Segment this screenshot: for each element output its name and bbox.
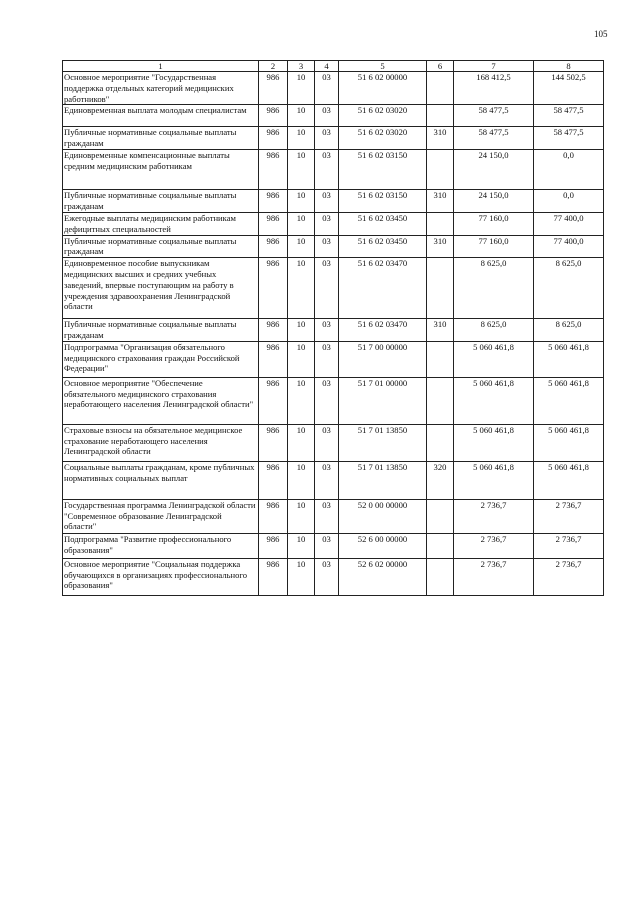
- budget-table: [62, 60, 604, 596]
- cell-subsection: 03: [315, 72, 339, 105]
- cell-amount-2: 2 736,7: [534, 499, 604, 533]
- cell-section: 10: [288, 149, 315, 189]
- cell-target-article: 51 6 02 03450: [339, 235, 427, 258]
- cell-amount-1: 8 625,0: [454, 258, 534, 319]
- cell-target-article: 52 6 00 00000: [339, 533, 427, 558]
- cell-subsection: 03: [315, 499, 339, 533]
- row-name: Ежегодные выплаты медицинским работникам дефицитных специальностей: [63, 212, 259, 235]
- cell-amount-2: 0,0: [534, 189, 604, 212]
- cell-subsection: 03: [315, 149, 339, 189]
- row-name: Публичные нормативные социальные выплаты гражданам: [63, 127, 259, 150]
- cell-amount-1: 168 412,5: [454, 72, 534, 105]
- cell-section: 10: [288, 533, 315, 558]
- cell-subsection: 03: [315, 258, 339, 319]
- cell-code: 986: [259, 533, 288, 558]
- column-header: 3: [288, 61, 315, 72]
- table-row: [63, 235, 604, 258]
- cell-code: 986: [259, 461, 288, 499]
- cell-amount-1: 8 625,0: [454, 319, 534, 342]
- cell-target-article: 52 6 02 00000: [339, 558, 427, 595]
- cell-amount-2: 8 625,0: [534, 258, 604, 319]
- row-name: Единовременные компенсационные выплаты средним медицинским работникам: [63, 149, 259, 189]
- cell-amount-2: 0,0: [534, 149, 604, 189]
- row-name: Единовременное пособие выпускникам медицинских высших и средних учебных заведений, впервые поступающим на работу в учреждения здравоохранения Ленинградской области: [63, 258, 259, 319]
- cell-expense-type: [427, 72, 454, 105]
- cell-expense-type: 310: [427, 235, 454, 258]
- table-row: [63, 105, 604, 127]
- cell-target-article: 51 6 02 03150: [339, 189, 427, 212]
- row-name: Подпрограмма "Развитие профессионального образования": [63, 533, 259, 558]
- cell-expense-type: [427, 558, 454, 595]
- cell-target-article: 51 7 01 13850: [339, 461, 427, 499]
- cell-amount-2: 77 400,0: [534, 212, 604, 235]
- cell-amount-2: 2 736,7: [534, 558, 604, 595]
- cell-subsection: 03: [315, 319, 339, 342]
- cell-amount-2: 5 060 461,8: [534, 341, 604, 377]
- row-name: Единовременная выплата молодым специалистам: [63, 105, 259, 127]
- table-row: [63, 258, 604, 319]
- cell-amount-1: 2 736,7: [454, 533, 534, 558]
- cell-amount-1: 77 160,0: [454, 235, 534, 258]
- row-name: Основное мероприятие "Государственная поддержка отдельных категорий медицинских работников": [63, 72, 259, 105]
- cell-code: 986: [259, 149, 288, 189]
- cell-section: 10: [288, 424, 315, 461]
- cell-amount-2: 77 400,0: [534, 235, 604, 258]
- cell-section: 10: [288, 235, 315, 258]
- cell-code: 986: [259, 189, 288, 212]
- table-row: [63, 424, 604, 461]
- table-row: [63, 149, 604, 189]
- cell-amount-1: 2 736,7: [454, 558, 534, 595]
- column-header: 7: [454, 61, 534, 72]
- cell-expense-type: [427, 258, 454, 319]
- cell-target-article: 51 6 02 03020: [339, 105, 427, 127]
- cell-section: 10: [288, 258, 315, 319]
- cell-target-article: 51 6 02 03450: [339, 212, 427, 235]
- table-row: [63, 341, 604, 377]
- table-row: [63, 499, 604, 533]
- cell-amount-2: 2 736,7: [534, 533, 604, 558]
- cell-subsection: 03: [315, 558, 339, 595]
- cell-code: 986: [259, 127, 288, 150]
- cell-section: 10: [288, 189, 315, 212]
- header-row: [63, 61, 604, 72]
- column-header: 6: [427, 61, 454, 72]
- row-name: Социальные выплаты гражданам, кроме публичных нормативных социальных выплат: [63, 461, 259, 499]
- row-name: Страховые взносы на обязательное медицинское страхование неработающего населения Ленинградской области: [63, 424, 259, 461]
- table-row: [63, 127, 604, 150]
- cell-amount-1: 5 060 461,8: [454, 424, 534, 461]
- cell-subsection: 03: [315, 341, 339, 377]
- cell-subsection: 03: [315, 105, 339, 127]
- cell-section: 10: [288, 341, 315, 377]
- column-header: 8: [534, 61, 604, 72]
- cell-code: 986: [259, 105, 288, 127]
- row-name: Основное мероприятие "Социальная поддержка обучающихся в организациях профессионального образования": [63, 558, 259, 595]
- cell-subsection: 03: [315, 424, 339, 461]
- column-header: 5: [339, 61, 427, 72]
- column-header: 1: [63, 61, 259, 72]
- cell-subsection: 03: [315, 235, 339, 258]
- cell-amount-1: 58 477,5: [454, 105, 534, 127]
- cell-amount-2: 5 060 461,8: [534, 461, 604, 499]
- cell-amount-2: 58 477,5: [534, 105, 604, 127]
- cell-code: 986: [259, 235, 288, 258]
- cell-expense-type: [427, 499, 454, 533]
- cell-subsection: 03: [315, 461, 339, 499]
- table-row: [63, 72, 604, 105]
- row-name: Публичные нормативные социальные выплаты гражданам: [63, 319, 259, 342]
- cell-section: 10: [288, 499, 315, 533]
- cell-code: 986: [259, 377, 288, 424]
- cell-amount-2: 5 060 461,8: [534, 377, 604, 424]
- page-number: 105: [594, 29, 608, 39]
- cell-code: 986: [259, 319, 288, 342]
- cell-expense-type: 310: [427, 319, 454, 342]
- cell-expense-type: [427, 533, 454, 558]
- cell-target-article: 51 7 01 13850: [339, 424, 427, 461]
- cell-target-article: 51 6 02 00000: [339, 72, 427, 105]
- row-name: Публичные нормативные социальные выплаты гражданам: [63, 189, 259, 212]
- row-name: Подпрограмма "Организация обязательного медицинского страхования граждан Российской Федерации": [63, 341, 259, 377]
- cell-section: 10: [288, 127, 315, 150]
- cell-expense-type: 310: [427, 189, 454, 212]
- table-row: [63, 558, 604, 595]
- row-name: Государственная программа Ленинградской области "Современное образование Ленинградской области": [63, 499, 259, 533]
- cell-section: 10: [288, 461, 315, 499]
- cell-expense-type: [427, 377, 454, 424]
- row-name: Публичные нормативные социальные выплаты гражданам: [63, 235, 259, 258]
- cell-expense-type: [427, 149, 454, 189]
- cell-code: 986: [259, 499, 288, 533]
- table-row: [63, 377, 604, 424]
- cell-target-article: 51 6 02 03020: [339, 127, 427, 150]
- cell-subsection: 03: [315, 189, 339, 212]
- cell-amount-1: 5 060 461,8: [454, 377, 534, 424]
- cell-target-article: 51 6 02 03470: [339, 258, 427, 319]
- table-row: [63, 212, 604, 235]
- cell-subsection: 03: [315, 377, 339, 424]
- cell-amount-1: 5 060 461,8: [454, 341, 534, 377]
- cell-amount-1: 58 477,5: [454, 127, 534, 150]
- cell-section: 10: [288, 72, 315, 105]
- cell-amount-1: 2 736,7: [454, 499, 534, 533]
- cell-amount-2: 8 625,0: [534, 319, 604, 342]
- cell-amount-1: 77 160,0: [454, 212, 534, 235]
- cell-section: 10: [288, 105, 315, 127]
- cell-amount-2: 5 060 461,8: [534, 424, 604, 461]
- cell-code: 986: [259, 72, 288, 105]
- cell-expense-type: [427, 424, 454, 461]
- cell-section: 10: [288, 558, 315, 595]
- table-row: [63, 533, 604, 558]
- cell-amount-2: 144 502,5: [534, 72, 604, 105]
- cell-amount-1: 5 060 461,8: [454, 461, 534, 499]
- cell-section: 10: [288, 319, 315, 342]
- cell-amount-1: 24 150,0: [454, 149, 534, 189]
- cell-amount-1: 24 150,0: [454, 189, 534, 212]
- cell-target-article: 51 7 01 00000: [339, 377, 427, 424]
- cell-expense-type: 310: [427, 127, 454, 150]
- column-header: 2: [259, 61, 288, 72]
- cell-subsection: 03: [315, 212, 339, 235]
- cell-target-article: 51 6 02 03150: [339, 149, 427, 189]
- cell-section: 10: [288, 377, 315, 424]
- cell-amount-2: 58 477,5: [534, 127, 604, 150]
- cell-expense-type: 320: [427, 461, 454, 499]
- cell-code: 986: [259, 558, 288, 595]
- cell-code: 986: [259, 424, 288, 461]
- table-row: [63, 189, 604, 212]
- cell-target-article: 52 0 00 00000: [339, 499, 427, 533]
- cell-target-article: 51 7 00 00000: [339, 341, 427, 377]
- cell-section: 10: [288, 212, 315, 235]
- table-row: [63, 461, 604, 499]
- cell-code: 986: [259, 341, 288, 377]
- table-row: [63, 319, 604, 342]
- cell-code: 986: [259, 212, 288, 235]
- cell-expense-type: [427, 105, 454, 127]
- cell-code: 986: [259, 258, 288, 319]
- cell-subsection: 03: [315, 533, 339, 558]
- cell-expense-type: [427, 341, 454, 377]
- cell-subsection: 03: [315, 127, 339, 150]
- column-header: 4: [315, 61, 339, 72]
- row-name: Основное мероприятие "Обеспечение обязательного медицинского страхования неработающего населения Ленинградской области": [63, 377, 259, 424]
- cell-target-article: 51 6 02 03470: [339, 319, 427, 342]
- cell-expense-type: [427, 212, 454, 235]
